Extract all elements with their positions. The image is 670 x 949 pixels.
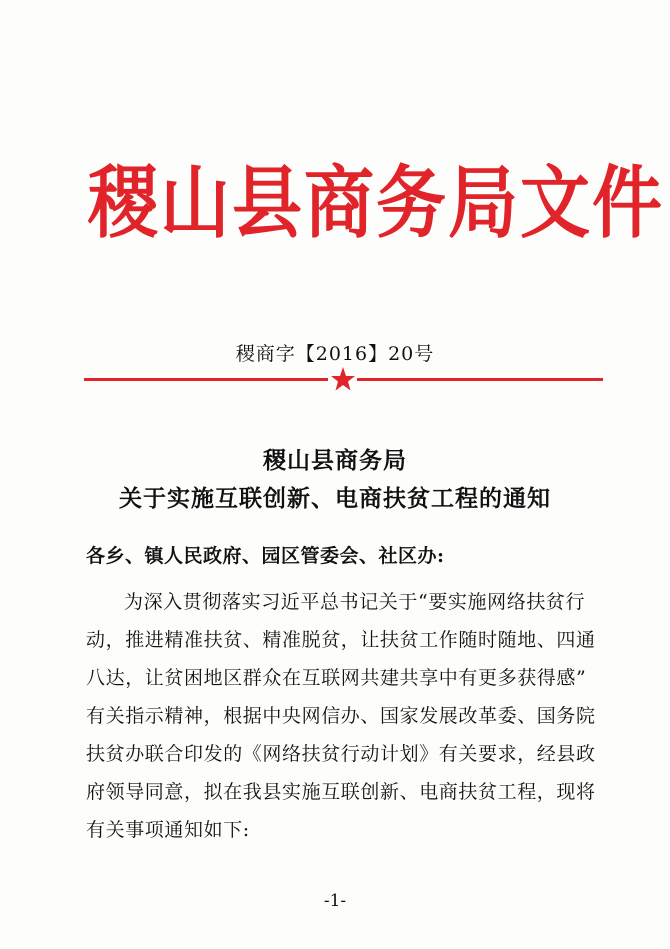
document-number: 稷商字【2016】20号 — [235, 343, 435, 365]
document-header-title: 稷山县商务局文件 — [88, 155, 664, 249]
body-paragraph-line: 有关事项通知如下: — [86, 819, 250, 841]
recipients-line: 各乡、镇人民政府、园区管委会、社区办: — [86, 545, 445, 567]
notice-title-line-2: 关于实施互联创新、电商扶贫工程的通知 — [119, 485, 551, 512]
red-divider-left — [84, 378, 328, 381]
body-paragraph-line: 动，推进精准扶贫、精准脱贫，让扶贫工作随时随地、四通 — [86, 629, 596, 651]
page-number: -1- — [323, 891, 347, 911]
notice-title-line-1: 稷山县商务局 — [263, 447, 407, 474]
red-divider-right — [357, 378, 603, 381]
body-paragraph-line: 扶贫办联合印发的《网络扶贫行动计划》有关要求，经县政 — [86, 743, 596, 765]
body-paragraph-line: 八达，让贫困地区群众在互联网共建共享中有更多获得感” — [86, 667, 587, 689]
body-paragraph-line: 府领导同意，拟在我县实施互联创新、电商扶贫工程，现将 — [86, 781, 596, 803]
body-paragraph-line: 有关指示精神，根据中央网信办、国家发展改革委、国务院 — [86, 705, 596, 727]
star-icon — [330, 366, 356, 392]
body-paragraph-line: 为深入贯彻落实习近平总书记关于“要实施网络扶贫行 — [124, 591, 586, 613]
